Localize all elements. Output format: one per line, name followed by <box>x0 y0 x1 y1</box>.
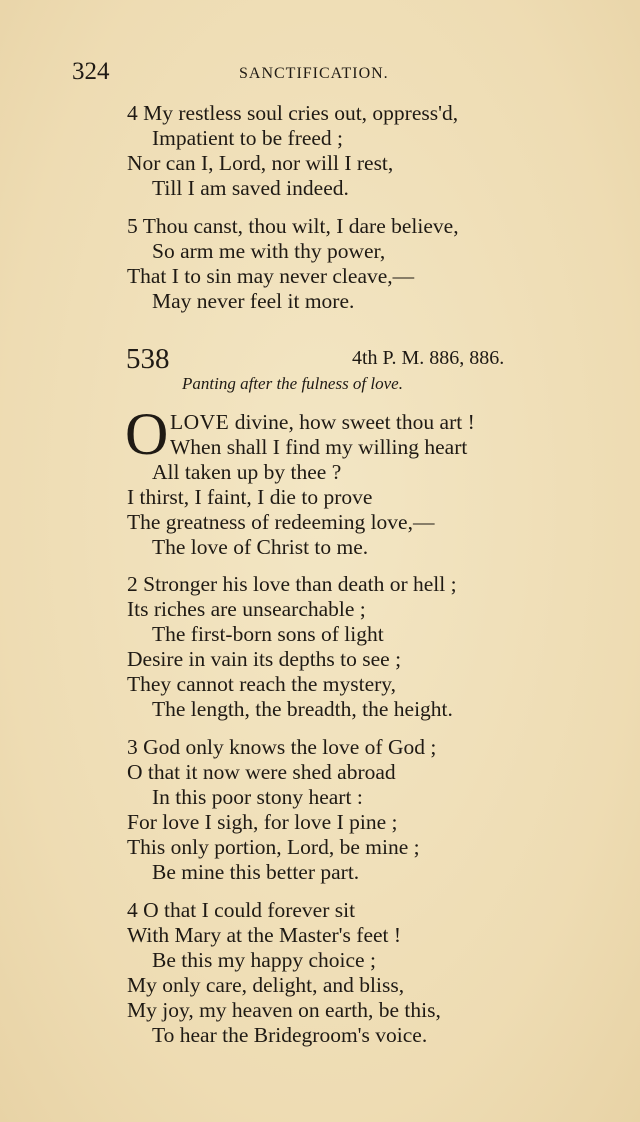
drop-cap: O <box>125 401 169 467</box>
verse-line: 4 O that I could forever sit <box>127 898 356 922</box>
verse-line: Be mine this better part. <box>152 860 360 884</box>
prev-verse-line: 5 Thou canst, thou wilt, I dare believe, <box>127 214 459 238</box>
verse-line: Desire in vain its depths to see ; <box>127 647 402 671</box>
verse-line: Be this my happy choice ; <box>152 948 376 972</box>
verse-line: The length, the breadth, the height. <box>152 697 453 721</box>
hymn-subtitle: Panting after the fulness of love. <box>182 374 403 393</box>
verse-line: This only portion, Lord, be mine ; <box>127 835 420 859</box>
prev-verse-line: That I to sin may never cleave,— <box>127 264 415 288</box>
hymn-number: 538 <box>126 343 170 375</box>
page-number: 324 <box>72 58 110 85</box>
verse-line <box>170 410 475 435</box>
prev-verse-line: So arm me with thy power, <box>152 239 386 263</box>
verse-line: My only care, delight, and bliss, <box>127 973 405 997</box>
running-title: SANCTIFICATION. <box>239 65 389 82</box>
first-line-rest: divine, how sweet thou art ! <box>229 410 475 434</box>
verse-line: Its riches are unsearchable ; <box>127 597 366 621</box>
verse-line: O that it now were shed abroad <box>127 760 396 784</box>
verse-line: The love of Christ to me. <box>152 535 369 559</box>
verse-line: They cannot reach the mystery, <box>127 672 397 696</box>
verse-line: When shall I find my willing heart <box>170 435 468 459</box>
page-header <box>72 58 562 92</box>
verse-line: To hear the Bridegroom's voice. <box>152 1023 428 1047</box>
first-word-caps: LOVE <box>170 410 230 434</box>
verse-line: In this poor stony heart : <box>152 785 363 809</box>
prev-verse-line: 4 My restless soul cries out, oppress'd, <box>127 101 459 125</box>
verse-line: For love I sigh, for love I pine ; <box>127 810 398 834</box>
verse-line: I thirst, I faint, I die to prove <box>127 485 373 509</box>
verse-line: All taken up by thee ? <box>152 460 342 484</box>
verse-line: 3 God only knows the love of God ; <box>127 735 437 759</box>
prev-verse-line: Till I am saved indeed. <box>152 176 349 200</box>
verse-line: My joy, my heaven on earth, be this, <box>127 998 441 1022</box>
verse-line: With Mary at the Master's feet ! <box>127 923 402 947</box>
prev-verse-line: Impatient to be freed ; <box>152 126 344 150</box>
verse-line: The first-born sons of light <box>152 622 384 646</box>
prev-verse-line: Nor can I, Lord, nor will I rest, <box>127 151 394 175</box>
prev-verse-line: May never feel it more. <box>152 289 355 313</box>
verse-line: The greatness of redeeming love,— <box>127 510 435 534</box>
verse-line: 2 Stronger his love than death or hell ; <box>127 572 457 596</box>
hymn-meter: 4th P. M. 886, 886. <box>352 347 505 369</box>
